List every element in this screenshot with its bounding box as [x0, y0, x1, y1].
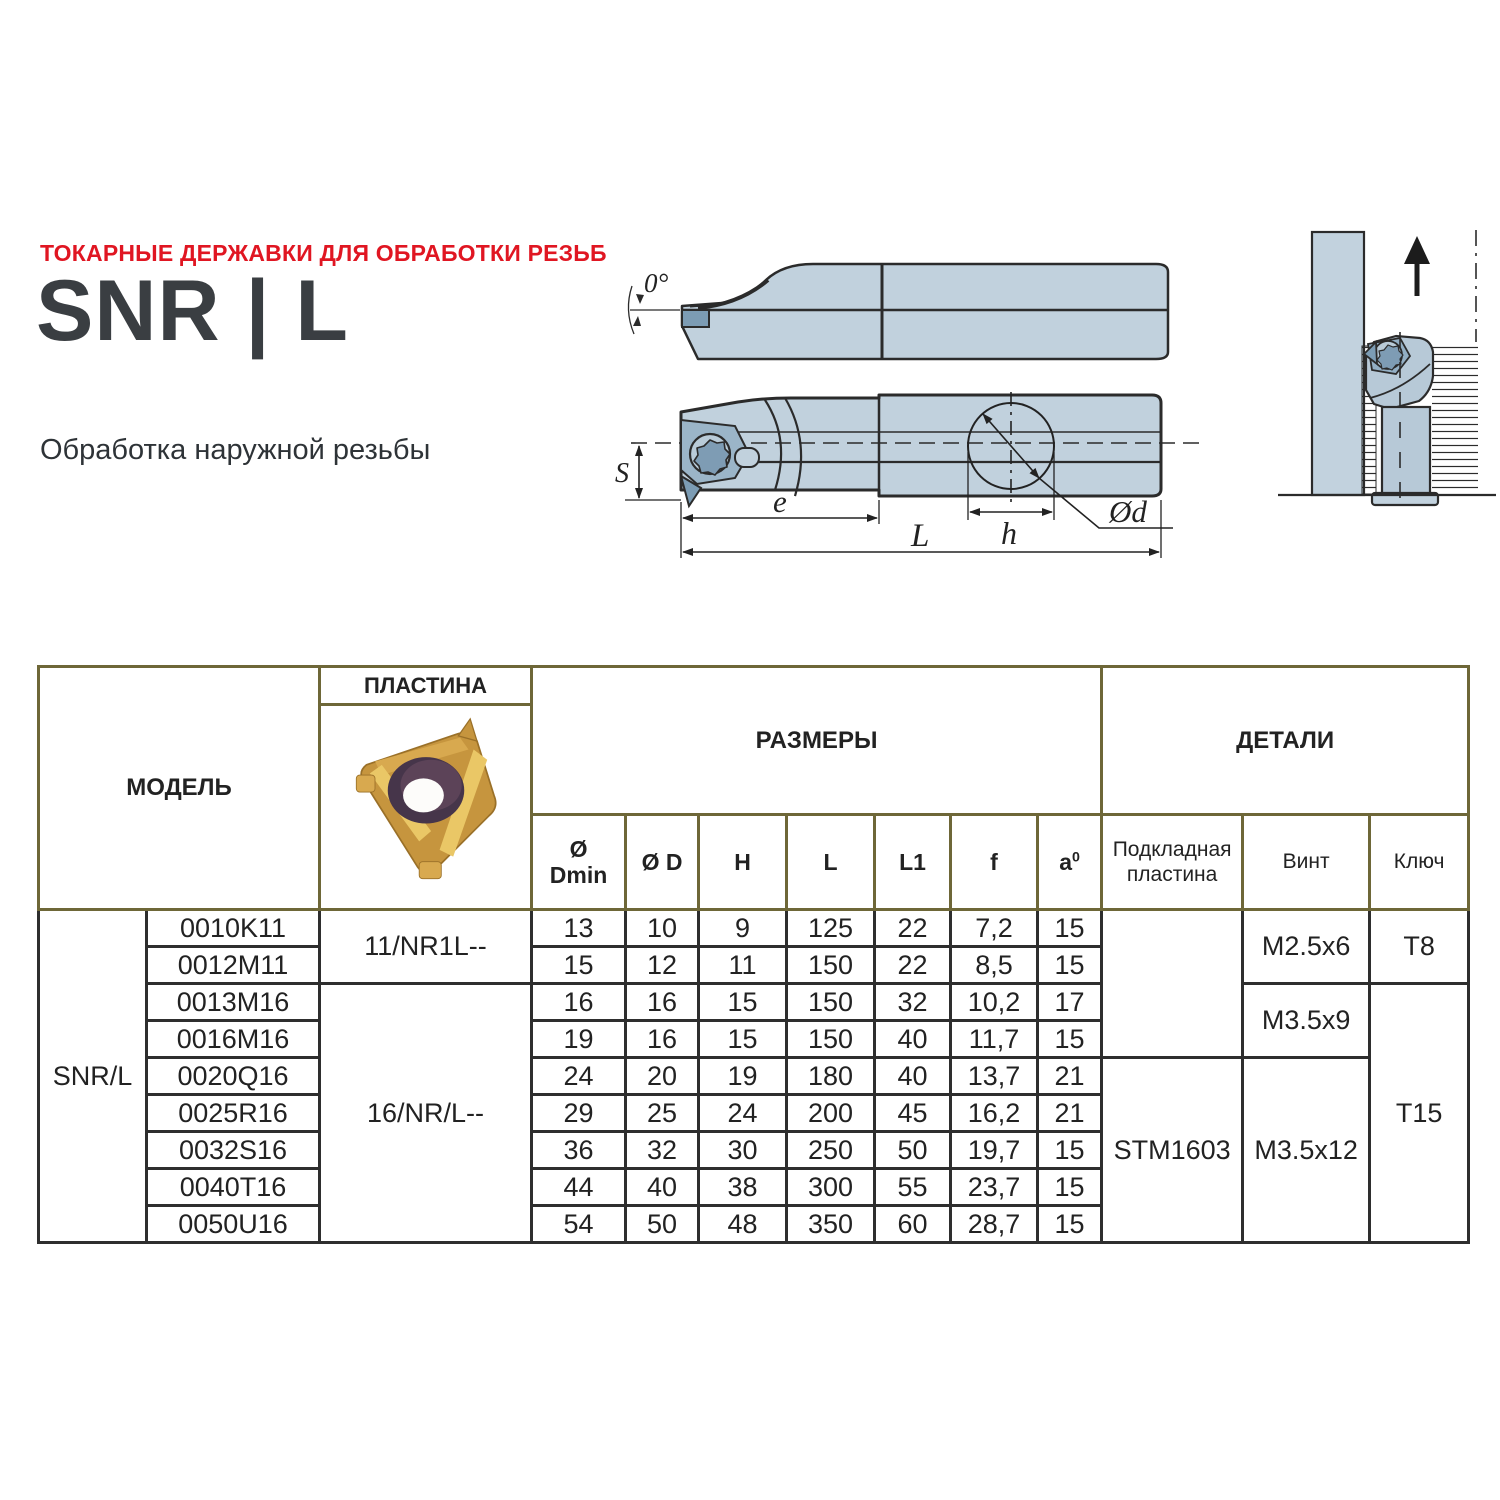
d-cell: 25	[626, 1095, 699, 1132]
key-cell: T15	[1370, 984, 1469, 1243]
model-cell: 0032S16	[147, 1132, 320, 1169]
l-cell: 200	[787, 1095, 875, 1132]
dmin-cell: 44	[532, 1169, 626, 1206]
model-cell: 0020Q16	[147, 1058, 320, 1095]
dmin-cell: 13	[532, 910, 626, 947]
l1-cell: 32	[875, 984, 951, 1021]
l-cell: 150	[787, 984, 875, 1021]
a-cell: 15	[1038, 1132, 1102, 1169]
table-row	[39, 910, 1469, 947]
od-label: Ød	[1109, 494, 1147, 529]
h-cell: 38	[699, 1169, 787, 1206]
d-cell: 16	[626, 984, 699, 1021]
f-cell: 8,5	[951, 947, 1038, 984]
f-cell: 19,7	[951, 1132, 1038, 1169]
angle-label: 0°	[644, 268, 669, 298]
a-cell: 15	[1038, 1021, 1102, 1058]
header-model: МОДЕЛЬ	[39, 667, 320, 910]
a-cell: 15	[1038, 1206, 1102, 1243]
header-details: ДЕТАЛИ	[1102, 667, 1469, 815]
h-cell: 24	[699, 1095, 787, 1132]
holder-side-view-drawing	[618, 222, 1210, 394]
l1-cell: 40	[875, 1058, 951, 1095]
a-cell: 15	[1038, 910, 1102, 947]
threading-insert-image	[341, 711, 511, 896]
d-cell: 32	[626, 1132, 699, 1169]
h-cell: 11	[699, 947, 787, 984]
subheader-screw: Винт	[1243, 815, 1370, 910]
l1-cell: 60	[875, 1206, 951, 1243]
thread-zone-right	[1432, 344, 1478, 492]
l-cell: 250	[787, 1132, 875, 1169]
f-cell: 23,7	[951, 1169, 1038, 1206]
insert-photo-cell	[320, 705, 532, 910]
d-cell: 12	[626, 947, 699, 984]
l1-cell: 22	[875, 947, 951, 984]
key-cell: T8	[1370, 910, 1469, 984]
f-cell: 11,7	[951, 1021, 1038, 1058]
f-cell: 7,2	[951, 910, 1038, 947]
d-cell: 10	[626, 910, 699, 947]
dmin-symbol: Ø	[569, 835, 588, 862]
table-row	[39, 984, 1469, 1021]
holder-dimension-drawing	[613, 378, 1213, 563]
model-cell: 0013M16	[147, 984, 320, 1021]
l1-cell: 50	[875, 1132, 951, 1169]
d-cell: 40	[626, 1169, 699, 1206]
l1-cell: 40	[875, 1021, 951, 1058]
feed-arrow-head	[1404, 236, 1430, 264]
d-cell: 50	[626, 1206, 699, 1243]
insert-tip	[682, 310, 709, 327]
holder-body	[682, 264, 1168, 359]
l-cell: 150	[787, 1021, 875, 1058]
l-cell: 180	[787, 1058, 875, 1095]
series-cell: SNR/L	[39, 910, 147, 1243]
h-cell: 19	[699, 1058, 787, 1095]
h-cell: 15	[699, 984, 787, 1021]
insert-corner-tab-bottom	[419, 862, 441, 879]
holder-body	[681, 395, 1161, 496]
l1-cell: 22	[875, 910, 951, 947]
h-label: h	[1001, 515, 1017, 551]
f-cell: 16,2	[951, 1095, 1038, 1132]
shim-cell	[1102, 910, 1243, 1058]
dmin-cell: 54	[532, 1206, 626, 1243]
screw-cell: M3.5x9	[1243, 984, 1370, 1058]
h-cell: 15	[699, 1021, 787, 1058]
a-cell: 15	[1038, 947, 1102, 984]
a-cell: 15	[1038, 1169, 1102, 1206]
subheader-dmin	[532, 815, 626, 910]
subheader-l1: L1	[875, 815, 951, 910]
subheader-l: L	[787, 815, 875, 910]
f-cell: 10,2	[951, 984, 1038, 1021]
arrow-down	[633, 316, 641, 326]
spec-table	[37, 665, 1470, 1244]
page-subtitle: Обработка наружной резьбы	[40, 434, 431, 466]
a-cell: 17	[1038, 984, 1102, 1021]
dmin-cell: 29	[532, 1095, 626, 1132]
alpha-sup: 0	[1071, 849, 1080, 866]
model-cell: 0040T16	[147, 1169, 320, 1206]
insert-top-line	[690, 304, 718, 306]
s-label: S	[615, 458, 629, 489]
d-cell: 20	[626, 1058, 699, 1095]
a-cell: 21	[1038, 1095, 1102, 1132]
dmin-cell: 24	[532, 1058, 626, 1095]
tool-shank	[1382, 407, 1430, 495]
dmin-cell: 16	[532, 984, 626, 1021]
dmin-text: Dmin	[549, 862, 608, 888]
subheader-alpha	[1038, 815, 1102, 910]
header-insert: ПЛАСТИНА	[320, 667, 532, 705]
insert-group-cell: 16/NR/L--	[320, 984, 532, 1243]
header-dimensions: РАЗМЕРЫ	[532, 667, 1102, 815]
f-cell: 28,7	[951, 1206, 1038, 1243]
subheader-f: f	[951, 815, 1038, 910]
h-cell: 9	[699, 910, 787, 947]
page-title: SNR | L	[36, 263, 349, 359]
workpiece	[1312, 232, 1364, 495]
l-cell: 300	[787, 1169, 875, 1206]
dmin-cell: 19	[532, 1021, 626, 1058]
model-cell: 0012M11	[147, 947, 320, 984]
l1-cell: 55	[875, 1169, 951, 1206]
insert-group-cell: 11/NR1L--	[320, 910, 532, 984]
table-row	[39, 1058, 1469, 1095]
e-label: e	[773, 484, 787, 519]
subheader-d: Ø D	[626, 815, 699, 910]
category-heading: ТОКАРНЫЕ ДЕРЖАВКИ ДЛЯ ОБРАБОТКИ РЕЗЬБ	[40, 240, 607, 266]
l-cell: 125	[787, 910, 875, 947]
d-cell: 16	[626, 1021, 699, 1058]
threading-application-drawing	[1278, 204, 1498, 526]
l1-cell: 45	[875, 1095, 951, 1132]
insert-corner-tab-left	[356, 775, 375, 792]
f-cell: 13,7	[951, 1058, 1038, 1095]
l-cell: 150	[787, 947, 875, 984]
l-cell: 350	[787, 1206, 875, 1243]
h-cell: 48	[699, 1206, 787, 1243]
screw-cell: M3.5x12	[1243, 1058, 1370, 1243]
clamp-finger	[735, 448, 759, 467]
alpha-base: a	[1059, 848, 1072, 875]
model-cell: 0016M16	[147, 1021, 320, 1058]
arrow-up	[636, 294, 644, 304]
subheader-key: Ключ	[1370, 815, 1469, 910]
h-cell: 30	[699, 1132, 787, 1169]
model-cell: 0010K11	[147, 910, 320, 947]
a-cell: 21	[1038, 1058, 1102, 1095]
shim-cell: STM1603	[1102, 1058, 1243, 1243]
dmin-cell: 36	[532, 1132, 626, 1169]
subheader-h: H	[699, 815, 787, 910]
insert-hole	[403, 778, 444, 812]
dmin-cell: 15	[532, 947, 626, 984]
model-cell: 0050U16	[147, 1206, 320, 1243]
subheader-shim: Подкладная пластина	[1102, 815, 1243, 910]
l-label: L	[911, 518, 930, 554]
model-cell: 0025R16	[147, 1095, 320, 1132]
screw-cell: M2.5x6	[1243, 910, 1370, 984]
